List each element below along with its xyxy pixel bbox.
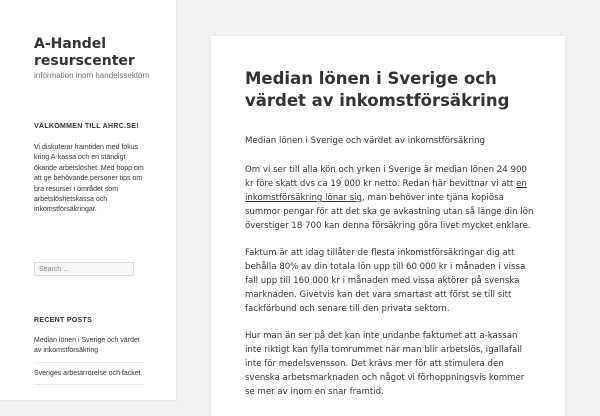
welcome-widget-title: VÄLKOMMEN TILL AHRC.SE! bbox=[34, 123, 139, 130]
paragraph-text: , man behöver inte tjäna kopiösa summor pengar för att det ska ge avkastning utan så länge din lön överstiger 18 700 kan denna försäkring göra livet mycket enklare. bbox=[245, 193, 534, 231]
income-insurance-link[interactable]: en inkomstförsäkring lönar sig bbox=[245, 179, 527, 203]
article-card bbox=[211, 36, 565, 416]
site-description: information inom handelssektorn bbox=[34, 71, 150, 80]
article-title[interactable]: Median lönen i Sverige och värdet av inkomstförsäkring bbox=[245, 69, 510, 110]
recent-posts-title: RECENT POSTS bbox=[34, 317, 93, 324]
paragraph-text: Om vi ser till alla kön och yrken i Sverige är median lönen 24 900 kr före skatt dvs ca 19 000 kr netto. Redan här bevittnar vi att bbox=[245, 165, 527, 189]
search-input[interactable] bbox=[34, 262, 134, 276]
article-lead: Median lönen i Sverige och värdet av inkomstförsäkring bbox=[245, 136, 486, 146]
article-paragraph: Faktum är att idag tillåter de flesta inkomstförsäkringar dig att behålla 80% av din totala lön upp till 60 000 kr i månaden i vissa fall upp till 160 000 kr i månaden med vissa aktörer på svenska marknaden. Givetvis kan det vara smartast att först se till sitt fackförbund och senare till den privata sektorn. bbox=[245, 248, 526, 314]
welcome-widget-text: Vi diskuterar framtiden med fokus kring A-kassa och en ständigt ökande arbetslöshet. Med hopp om att ge behövande personer tips om bra resurser i området som arbetslöshetskassa och inkomstförsäkringar. bbox=[34, 144, 144, 214]
article-paragraph: Hur man än ser på det kan inte undanbe faktumet att a-kassan inte riktigt kan fylla tomrummet när man blir arbetslös, igallafall inte för medelsvensson. Det krävs mer för att stimulera den svenska arbetsmarknaden och något vi förhoppningsvis kommer se mer av inom en snar framtid. bbox=[245, 331, 525, 397]
site-title[interactable]: A-Handel resurscenter bbox=[34, 36, 135, 69]
recent-posts-list bbox=[34, 334, 144, 385]
recent-post-link[interactable]: Median lönen i Sverige och värdet av inkomstförsäkring bbox=[34, 334, 144, 363]
article-body bbox=[245, 134, 535, 412]
sidebar bbox=[0, 0, 176, 400]
recent-post-link[interactable]: Sveriges arbetarrörelse och facket bbox=[34, 363, 144, 385]
article-paragraph bbox=[245, 163, 535, 233]
